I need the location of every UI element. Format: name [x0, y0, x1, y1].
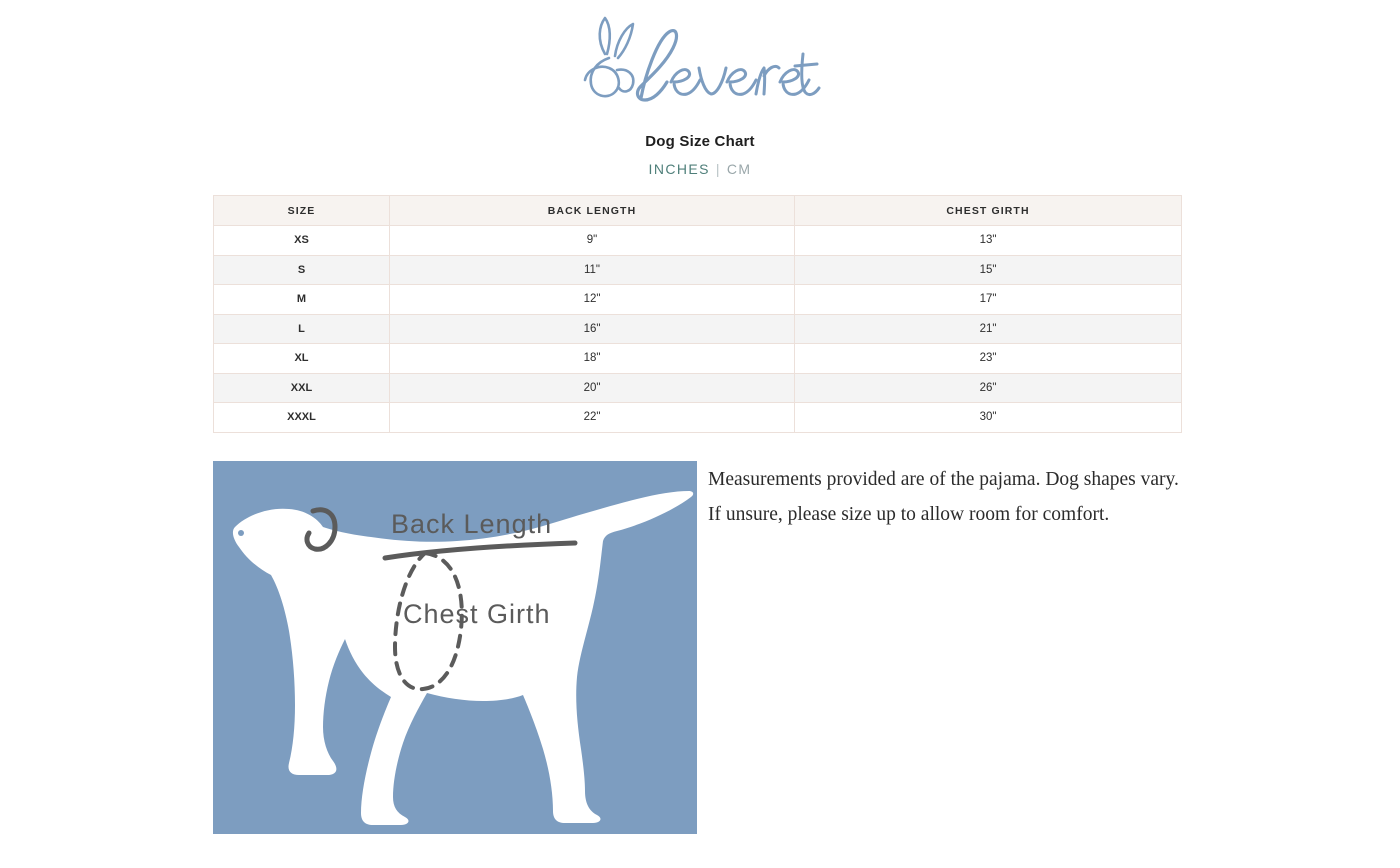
cell-chest-girth: 30"	[795, 403, 1182, 433]
cell-size: M	[214, 285, 390, 315]
cell-chest-girth: 21"	[795, 314, 1182, 344]
cell-chest-girth: 26"	[795, 373, 1182, 403]
dog-diagram-icon	[213, 461, 697, 834]
cell-chest-girth: 13"	[795, 226, 1182, 256]
table-row	[214, 373, 1182, 403]
measurement-note: Measurements provided are of the pajama. Dog shapes vary. If unsure, please size up to allow room for comfort.	[708, 469, 1179, 525]
cell-chest-girth: 17"	[795, 285, 1182, 315]
cell-size: S	[214, 255, 390, 285]
cell-size: XXL	[214, 373, 390, 403]
table-row	[214, 255, 1182, 285]
unit-toggle[interactable]	[0, 161, 1400, 177]
table-row	[214, 285, 1182, 315]
unit-cm[interactable]: CM	[726, 161, 752, 177]
cell-back-length: 22"	[390, 403, 795, 433]
svg-text:Chest Girth: Chest Girth	[403, 599, 551, 629]
column-header-chest-girth: CHEST GIRTH	[795, 196, 1182, 226]
cell-chest-girth: 23"	[795, 344, 1182, 374]
table-row	[214, 403, 1182, 433]
page-title: Dog Size Chart	[645, 133, 755, 150]
cell-back-length: 11"	[390, 255, 795, 285]
cell-back-length: 9"	[390, 226, 795, 256]
cell-back-length: 18"	[390, 344, 795, 374]
brand-logo	[0, 14, 1400, 124]
unit-inches[interactable]: INCHES	[648, 161, 710, 177]
column-header-back-length: BACK LENGTH	[390, 196, 795, 226]
cell-size: XS	[214, 226, 390, 256]
cell-size: L	[214, 314, 390, 344]
cell-back-length: 20"	[390, 373, 795, 403]
table-header-row	[214, 196, 1182, 226]
svg-text:Back Length: Back Length	[391, 509, 553, 539]
cell-back-length: 16"	[390, 314, 795, 344]
table-row	[214, 314, 1182, 344]
cell-chest-girth: 15"	[795, 255, 1182, 285]
dog-measurement-illustration	[213, 461, 697, 834]
table-row	[214, 344, 1182, 374]
size-chart-table	[213, 195, 1182, 433]
table-row	[214, 226, 1182, 256]
unit-separator: |	[715, 161, 721, 177]
cell-size: XL	[214, 344, 390, 374]
leveret-logo-icon	[575, 14, 825, 119]
column-header-size: SIZE	[214, 196, 390, 226]
cell-size: XXXL	[214, 403, 390, 433]
cell-back-length: 12"	[390, 285, 795, 315]
